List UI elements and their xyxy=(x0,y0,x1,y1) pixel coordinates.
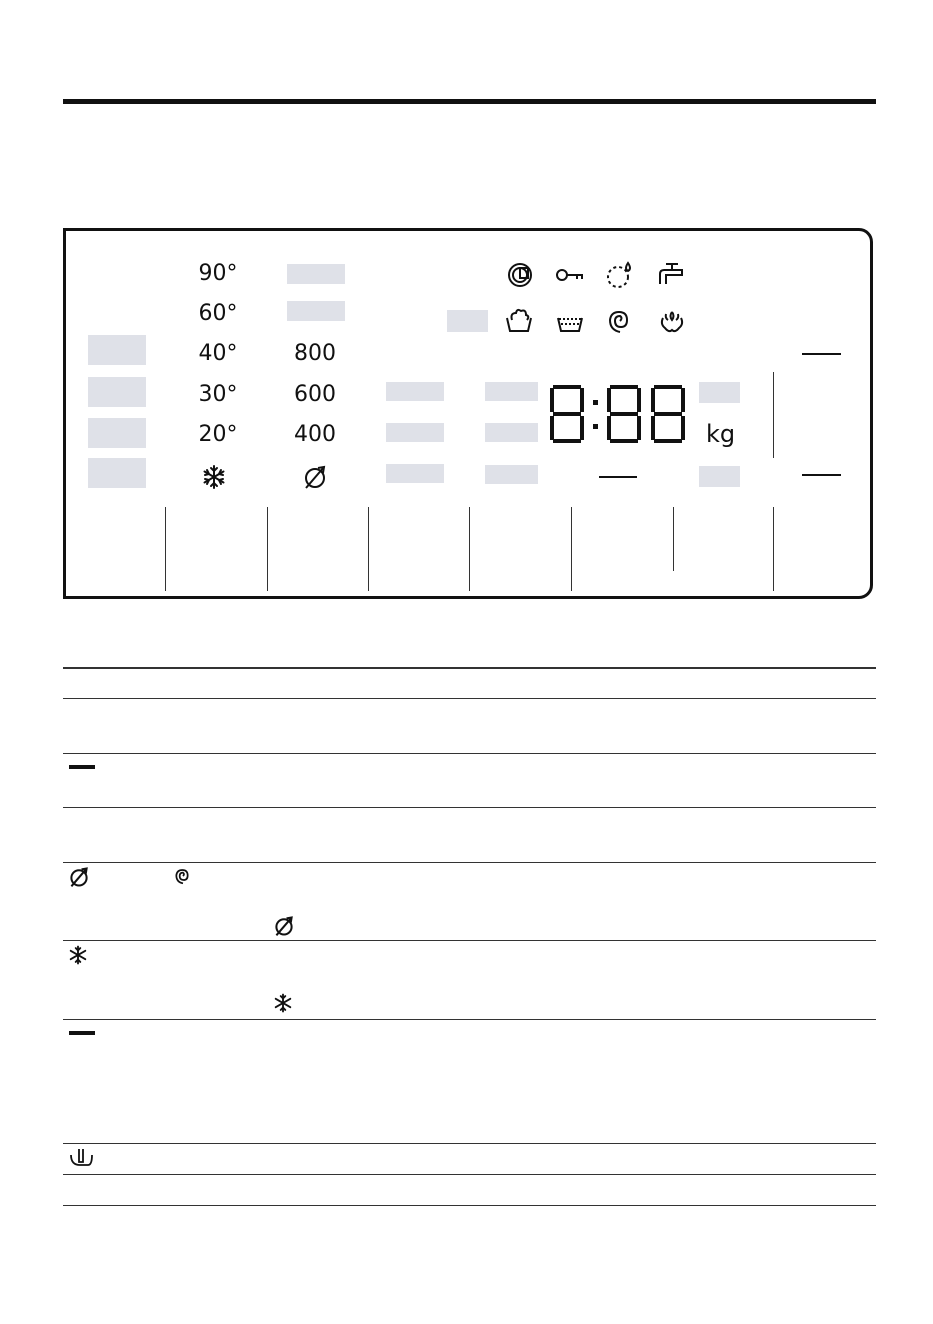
table-rule xyxy=(63,1205,876,1206)
option-box xyxy=(485,382,538,401)
dash-icon xyxy=(69,765,95,769)
spin-box xyxy=(287,264,345,284)
button-box xyxy=(88,377,146,407)
key-icon xyxy=(555,262,585,288)
table-rule xyxy=(63,1174,876,1175)
temperature-40: 40° xyxy=(198,341,238,366)
intensive-icon xyxy=(505,260,535,290)
dash-mark xyxy=(599,476,637,478)
prewash-icon xyxy=(504,306,534,334)
rinse-hold-icon xyxy=(555,306,585,334)
option-box xyxy=(485,423,538,442)
divider xyxy=(368,507,369,591)
option-box xyxy=(386,423,444,442)
divider xyxy=(165,507,166,591)
table-rule xyxy=(63,807,876,808)
spin-box xyxy=(287,301,345,321)
snowflake-icon xyxy=(68,945,88,965)
option-box xyxy=(386,382,444,401)
divider xyxy=(773,507,774,591)
temperature-90: 90° xyxy=(198,261,238,286)
button-box xyxy=(88,335,146,365)
divider xyxy=(673,507,674,571)
table-rule xyxy=(63,862,876,863)
stain-icon xyxy=(605,260,635,290)
temperature-60: 60° xyxy=(198,301,238,326)
divider xyxy=(571,507,572,591)
table-rule xyxy=(63,1143,876,1144)
spin-400: 400 xyxy=(294,422,336,447)
display-box xyxy=(699,466,740,487)
divider xyxy=(267,507,268,591)
spin-icon xyxy=(173,866,193,886)
no-spin-icon xyxy=(273,915,295,937)
table-rule xyxy=(63,667,876,669)
top-rule xyxy=(63,99,876,104)
iron-icon xyxy=(68,1147,94,1169)
button-box xyxy=(88,418,146,448)
snowflake-icon xyxy=(201,464,227,490)
snowflake-icon xyxy=(273,993,293,1013)
no-spin-icon xyxy=(302,464,328,490)
table-rule xyxy=(63,753,876,754)
table-rule xyxy=(63,698,876,699)
option-box xyxy=(386,464,444,483)
option-box xyxy=(485,465,538,484)
weight-unit: kg xyxy=(706,420,736,448)
button-box xyxy=(88,458,146,488)
eco-icon xyxy=(657,306,687,336)
display-box xyxy=(699,382,740,403)
dash-mark xyxy=(802,353,841,355)
tap-icon xyxy=(656,260,686,290)
dash-mark xyxy=(802,474,841,476)
spin-icon xyxy=(605,306,635,336)
temperature-20: 20° xyxy=(198,422,238,447)
dash-icon xyxy=(69,1031,95,1035)
spin-600: 600 xyxy=(294,382,336,407)
temperature-30: 30° xyxy=(198,382,238,407)
digit-display xyxy=(549,384,689,444)
no-spin-icon xyxy=(68,866,90,888)
separator xyxy=(773,372,774,458)
divider xyxy=(469,507,470,591)
spin-800: 800 xyxy=(294,341,336,366)
option-box xyxy=(447,310,488,332)
table-rule xyxy=(63,940,876,941)
table-rule xyxy=(63,1019,876,1020)
